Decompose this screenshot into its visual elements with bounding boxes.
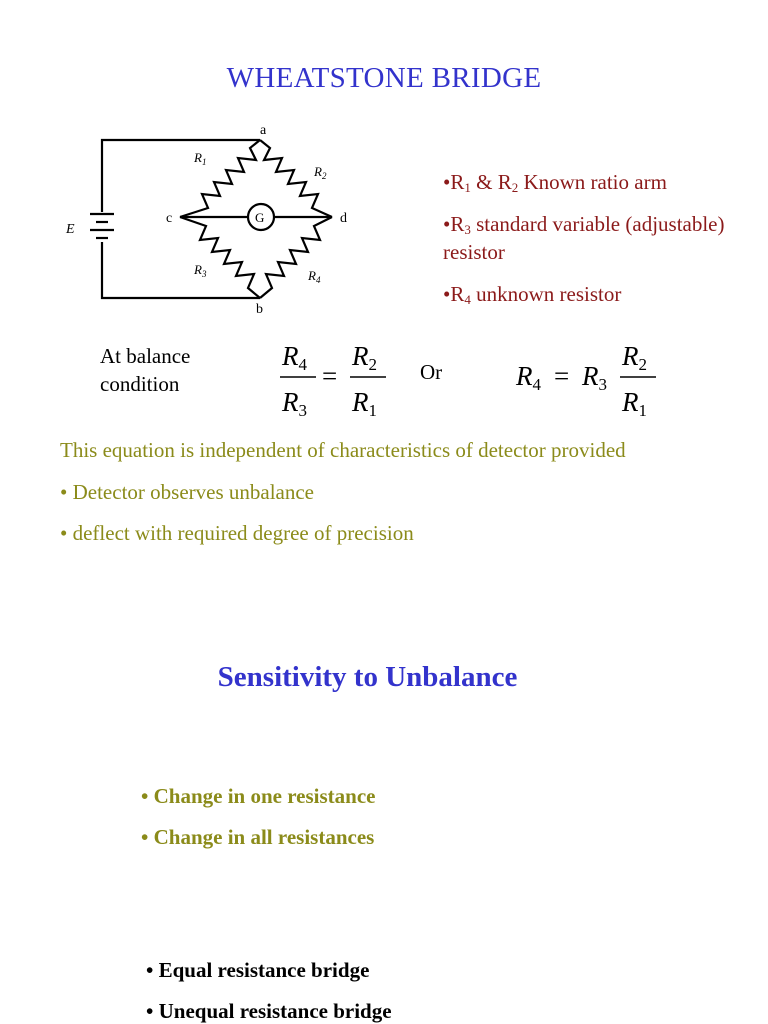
galvanometer-label: G [255,210,265,225]
page-title: WHEATSTONE BRIDGE [226,62,542,94]
source-label-e: E [66,222,75,237]
svg-text:=: = [554,361,570,391]
svg-text:R4: R4 [282,341,307,374]
node-label-a: a [260,123,267,138]
or-label: Or [420,360,443,384]
wire-top [102,140,260,212]
sensitivity-item-2: • Change in all resistances [141,825,375,849]
sensitivity-heading: Sensitivity to Unbalance [217,661,518,693]
sensitivity-item-1: • Change in one resistance [141,784,376,808]
balance-equation-ratio [270,335,400,425]
label-r3: $R_3$ [194,262,207,279]
resistor-r3 [180,217,260,298]
svg-text:R2: R2 [622,341,647,374]
resistor-notes [443,168,763,322]
svg-text:R3: R3 [282,387,307,420]
svg-text:R3: R3 [582,361,607,394]
svg-text:R1: R1 [622,387,647,420]
label-r4: $R_4$ [308,268,321,285]
node-label-b: b [256,302,263,317]
svg-text:R2: R2 [352,341,377,374]
svg-text:=: = [322,361,338,391]
balance-condition-label: At balance condition [100,344,191,396]
node-label-d: d [340,211,347,226]
independence-bullet-1: • Detector observes unbalance [60,480,314,504]
wire-bottom [102,242,260,298]
label-r2: $R_2$ [314,164,327,181]
note-unknown-resistor: $•R_4$ unknown resistor [443,282,622,307]
resistor-r1 [180,140,260,217]
resistor-r4 [260,217,332,298]
note-standard-resistor: $•R_3$ standard variable (adjustable) resistor [443,212,725,264]
label-r1: $R_1$ [194,150,207,167]
bridge-type-equal: • Equal resistance bridge [146,958,370,982]
bridge-type-unequal: • Unequal resistance bridge [146,999,392,1023]
wheatstone-circuit-diagram [60,112,380,322]
independence-bullet-2: • deflect with required degree of precision [60,521,414,545]
balance-equation-solved [510,335,670,425]
node-label-c: c [166,211,173,226]
note-ratio-arm: $•R_1$ & $R_2$ Known ratio arm [443,170,667,195]
independence-statement: This equation is independent of characteristics of detector provided [60,438,626,462]
svg-text:R4: R4 [516,361,541,394]
svg-text:R1: R1 [352,387,377,420]
